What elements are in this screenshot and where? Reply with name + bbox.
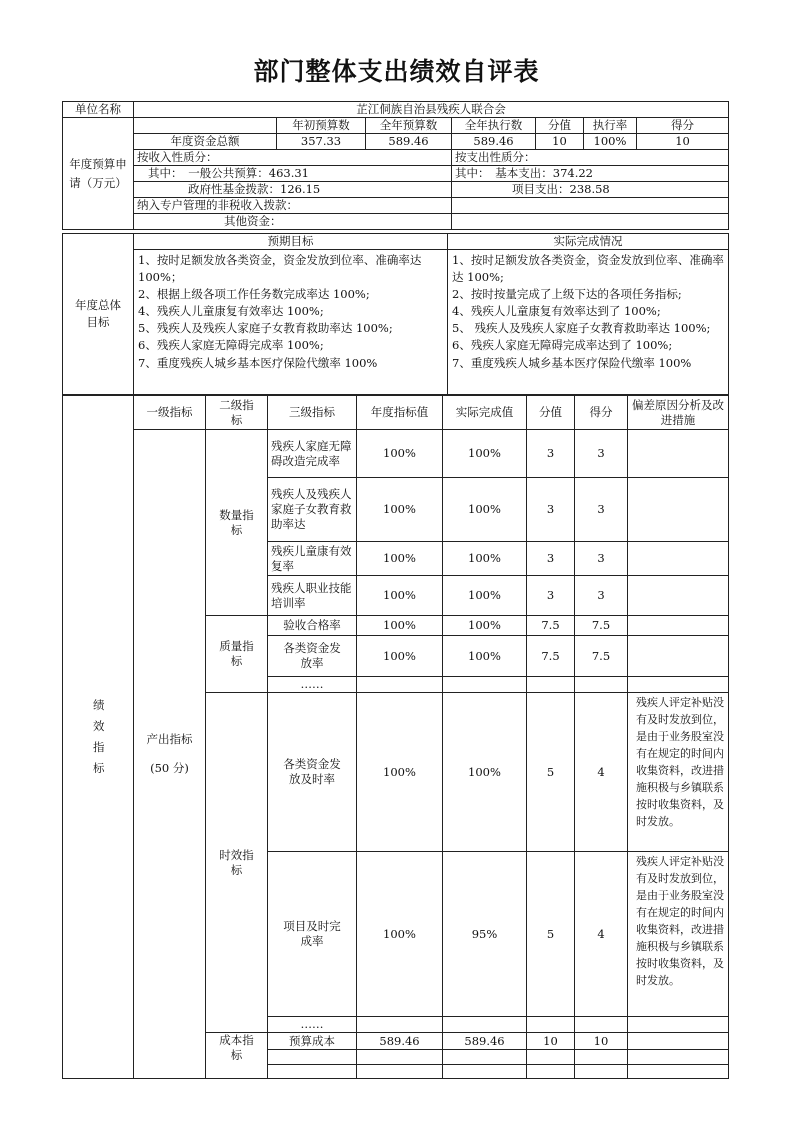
total-funds-label: 年度资金总额 bbox=[134, 134, 277, 150]
total-rate-value: 100% bbox=[584, 134, 637, 150]
empty-cell bbox=[628, 1017, 729, 1033]
indicator-score: 3 bbox=[575, 576, 628, 616]
timeliness-indicator-label: 时效指标 bbox=[206, 693, 268, 1033]
empty-cell bbox=[357, 677, 443, 693]
indicator-name: 残疾儿童康有效复率 bbox=[268, 542, 357, 576]
goals-table bbox=[62, 233, 729, 395]
indicator-target: 100% bbox=[357, 576, 443, 616]
indicator-target: 100% bbox=[357, 616, 443, 636]
performance-section-text: 绩效指标 bbox=[93, 698, 105, 775]
indicator-note bbox=[628, 430, 729, 478]
indicator-score: 3 bbox=[575, 542, 628, 576]
header-actual: 实际完成值 bbox=[443, 396, 527, 430]
indicator-target: 100% bbox=[357, 636, 443, 677]
total-weight-value: 10 bbox=[536, 134, 584, 150]
expected-goal-item: 2、根据上级各项工作任务数完成率达 100%; bbox=[138, 287, 370, 302]
empty-cell bbox=[628, 677, 729, 693]
budget-header-initial: 年初预算数 bbox=[277, 118, 366, 134]
indicator-name: 预算成本 bbox=[268, 1033, 357, 1050]
timeliness-ellipsis: …… bbox=[268, 1017, 357, 1033]
actual-results-header: 实际完成情况 bbox=[448, 234, 729, 250]
expected-goal-item: 7、重度残疾人城乡基本医疗保险代缴率 100% bbox=[138, 355, 378, 370]
indicator-actual: 100% bbox=[443, 576, 527, 616]
empty-cell bbox=[268, 1050, 357, 1065]
empty-cell bbox=[628, 1065, 729, 1079]
empty-cell bbox=[357, 1050, 443, 1065]
budget-section-label: 年度预算申请（万元） bbox=[63, 118, 134, 230]
actual-result-item: 7、重度残疾人城乡基本医疗保险代缴率 100% bbox=[452, 355, 692, 370]
project-expense: 项目支出：238.58 bbox=[452, 182, 729, 198]
empty-cell bbox=[443, 1065, 527, 1079]
empty-cell bbox=[575, 1017, 628, 1033]
indicator-actual: 100% bbox=[443, 693, 527, 852]
indicator-target: 100% bbox=[357, 852, 443, 1017]
indicator-weight: 5 bbox=[527, 693, 575, 852]
budget-header-score: 得分 bbox=[637, 118, 729, 134]
performance-section-label bbox=[63, 396, 134, 1079]
indicator-weight: 10 bbox=[527, 1033, 575, 1050]
indicator-note bbox=[628, 542, 729, 576]
indicator-weight: 7.5 bbox=[527, 616, 575, 636]
expected-goal-item: 6、残疾人家庭无障碍完成率 100%; bbox=[138, 338, 324, 353]
indicator-weight: 3 bbox=[527, 430, 575, 478]
indicator-target: 100% bbox=[357, 478, 443, 542]
indicator-note bbox=[628, 636, 729, 677]
empty-cell bbox=[443, 677, 527, 693]
basic-expense: 其中： 基本支出：374.22 bbox=[452, 166, 729, 182]
empty-cell bbox=[575, 1065, 628, 1079]
quantity-indicator-label: 数量指标 bbox=[206, 430, 268, 616]
header-level1: 一级指标 bbox=[134, 396, 206, 430]
indicator-score: 4 bbox=[575, 852, 628, 1017]
actual-result-item: 5、 残疾人及残疾人家庭子女教育救助率达 100%; bbox=[452, 321, 711, 336]
actual-result-item: 2、按时按量完成了上级下达的各项任务指标; bbox=[452, 287, 682, 302]
indicator-weight: 7.5 bbox=[527, 636, 575, 677]
empty-cell bbox=[527, 1050, 575, 1065]
non-tax-blank bbox=[452, 198, 729, 214]
indicator-target: 100% bbox=[357, 542, 443, 576]
indicator-note bbox=[628, 478, 729, 542]
quality-ellipsis: …… bbox=[268, 677, 357, 693]
non-tax-income-label: 纳入专户管理的非税收入拨款： bbox=[134, 198, 452, 214]
level1-output bbox=[134, 430, 206, 1079]
expected-goal-item: 5、残疾人及残疾人家庭子女教育救助率达 100%; bbox=[138, 321, 393, 336]
expected-goal-item: 4、残疾人儿童康复有效率达 100%; bbox=[138, 304, 324, 319]
total-annual-value: 589.46 bbox=[366, 134, 452, 150]
indicator-name: 残疾人职业技能培训率 bbox=[268, 576, 357, 616]
actual-result-item: 6、残疾人家庭无障碍完成率达到了 100%; bbox=[452, 338, 673, 353]
empty-cell bbox=[575, 1050, 628, 1065]
empty-cell bbox=[527, 1065, 575, 1079]
budget-header-weight: 分值 bbox=[536, 118, 584, 134]
empty-cell bbox=[357, 1065, 443, 1079]
unit-name-value: 芷江侗族自治县残疾人联合会 bbox=[134, 102, 729, 118]
budget-header-executed: 全年执行数 bbox=[452, 118, 536, 134]
indicator-weight: 3 bbox=[527, 576, 575, 616]
quality-indicator-label: 质量指标 bbox=[206, 616, 268, 693]
total-initial-value: 357.33 bbox=[277, 134, 366, 150]
indicator-note: 残疾人评定补贴没有及时发放到位，是由于业务股室没有在规定的时间内收集资料，改进措施积极与乡镇联系按时收集资料，及时发放。 bbox=[628, 852, 729, 1017]
general-public-budget: 其中： 一般公共预算：463.31 bbox=[134, 166, 452, 182]
empty-cell bbox=[527, 1017, 575, 1033]
indicator-actual: 589.46 bbox=[443, 1033, 527, 1050]
header-level2: 二级指标 bbox=[206, 396, 268, 430]
empty-cell bbox=[527, 677, 575, 693]
indicator-actual: 100% bbox=[443, 636, 527, 677]
header-weight: 分值 bbox=[527, 396, 575, 430]
performance-table bbox=[62, 395, 729, 1079]
actual-results-list bbox=[448, 250, 729, 395]
indicator-weight: 3 bbox=[527, 542, 575, 576]
other-funds-blank bbox=[452, 214, 729, 230]
indicator-actual: 100% bbox=[443, 616, 527, 636]
goals-section-label: 年度总体目标 bbox=[63, 234, 134, 395]
indicator-target: 100% bbox=[357, 430, 443, 478]
empty-cell bbox=[268, 1065, 357, 1079]
header-level3: 三级指标 bbox=[268, 396, 357, 430]
level1-output-score: (50 分) bbox=[150, 761, 189, 775]
indicator-weight: 5 bbox=[527, 852, 575, 1017]
total-executed-value: 589.46 bbox=[452, 134, 536, 150]
indicator-name: 残疾人及残疾人家庭子女教育救助率达 bbox=[268, 478, 357, 542]
budget-header-rate: 执行率 bbox=[584, 118, 637, 134]
total-score-value: 10 bbox=[637, 134, 729, 150]
indicator-name: 各类资金发放及时率 bbox=[268, 693, 357, 852]
indicator-name: 残疾人家庭无障碍改造完成率 bbox=[268, 430, 357, 478]
cost-indicator-label: 成本指标 bbox=[206, 1033, 268, 1079]
expected-goals-list bbox=[134, 250, 448, 395]
indicator-score: 7.5 bbox=[575, 616, 628, 636]
indicator-note bbox=[628, 576, 729, 616]
budget-header-annual: 全年预算数 bbox=[366, 118, 452, 134]
indicator-score: 7.5 bbox=[575, 636, 628, 677]
budget-header-blank bbox=[134, 118, 277, 134]
indicator-target: 100% bbox=[357, 693, 443, 852]
indicator-actual: 100% bbox=[443, 430, 527, 478]
empty-cell bbox=[357, 1017, 443, 1033]
header-deviation: 偏差原因分析及改进措施 bbox=[628, 396, 729, 430]
indicator-note bbox=[628, 616, 729, 636]
actual-result-item: 1、按时足额发放各类资金，资金发放到位率、准确率达 100%; bbox=[452, 253, 724, 285]
header-score: 得分 bbox=[575, 396, 628, 430]
indicator-actual: 95% bbox=[443, 852, 527, 1017]
indicator-weight: 3 bbox=[527, 478, 575, 542]
expected-goal-item: 1、按时足额发放各类资金，资金发放到位率、准确率达 100%； bbox=[138, 253, 422, 285]
indicator-name: 各类资金发放率 bbox=[268, 636, 357, 677]
expected-goals-header: 预期目标 bbox=[134, 234, 448, 250]
indicator-note: 残疾人评定补贴没有及时发放到位，是由于业务股室没有在规定的时间内收集资料，改进措施积极与乡镇联系按时收集资料，及时发放。 bbox=[628, 693, 729, 852]
other-funds-label: 其他资金： bbox=[134, 214, 452, 230]
empty-cell bbox=[443, 1050, 527, 1065]
income-nature-label: 按收入性质分： bbox=[134, 150, 452, 166]
indicator-score: 10 bbox=[575, 1033, 628, 1050]
empty-cell bbox=[575, 677, 628, 693]
empty-cell bbox=[443, 1017, 527, 1033]
unit-name-label: 单位名称 bbox=[63, 102, 134, 118]
page-title: 部门整体支出绩效自评表 bbox=[253, 57, 540, 86]
expense-nature-label: 按支出性质分： bbox=[452, 150, 729, 166]
actual-result-item: 4、残疾人儿童康复有效率达到了 100%; bbox=[452, 304, 661, 319]
indicator-name: 验收合格率 bbox=[268, 616, 357, 636]
indicator-note bbox=[628, 1033, 729, 1050]
level1-output-label: 产出指标 bbox=[146, 732, 193, 746]
header-target: 年度指标值 bbox=[357, 396, 443, 430]
gov-fund-allocation: 政府性基金拨款：126.15 bbox=[134, 182, 452, 198]
indicator-score: 4 bbox=[575, 693, 628, 852]
indicator-actual: 100% bbox=[443, 542, 527, 576]
indicator-name: 项目及时完成率 bbox=[268, 852, 357, 1017]
empty-cell bbox=[628, 1050, 729, 1065]
budget-table bbox=[62, 101, 729, 230]
indicator-target: 589.46 bbox=[357, 1033, 443, 1050]
indicator-score: 3 bbox=[575, 478, 628, 542]
indicator-score: 3 bbox=[575, 430, 628, 478]
indicator-actual: 100% bbox=[443, 478, 527, 542]
